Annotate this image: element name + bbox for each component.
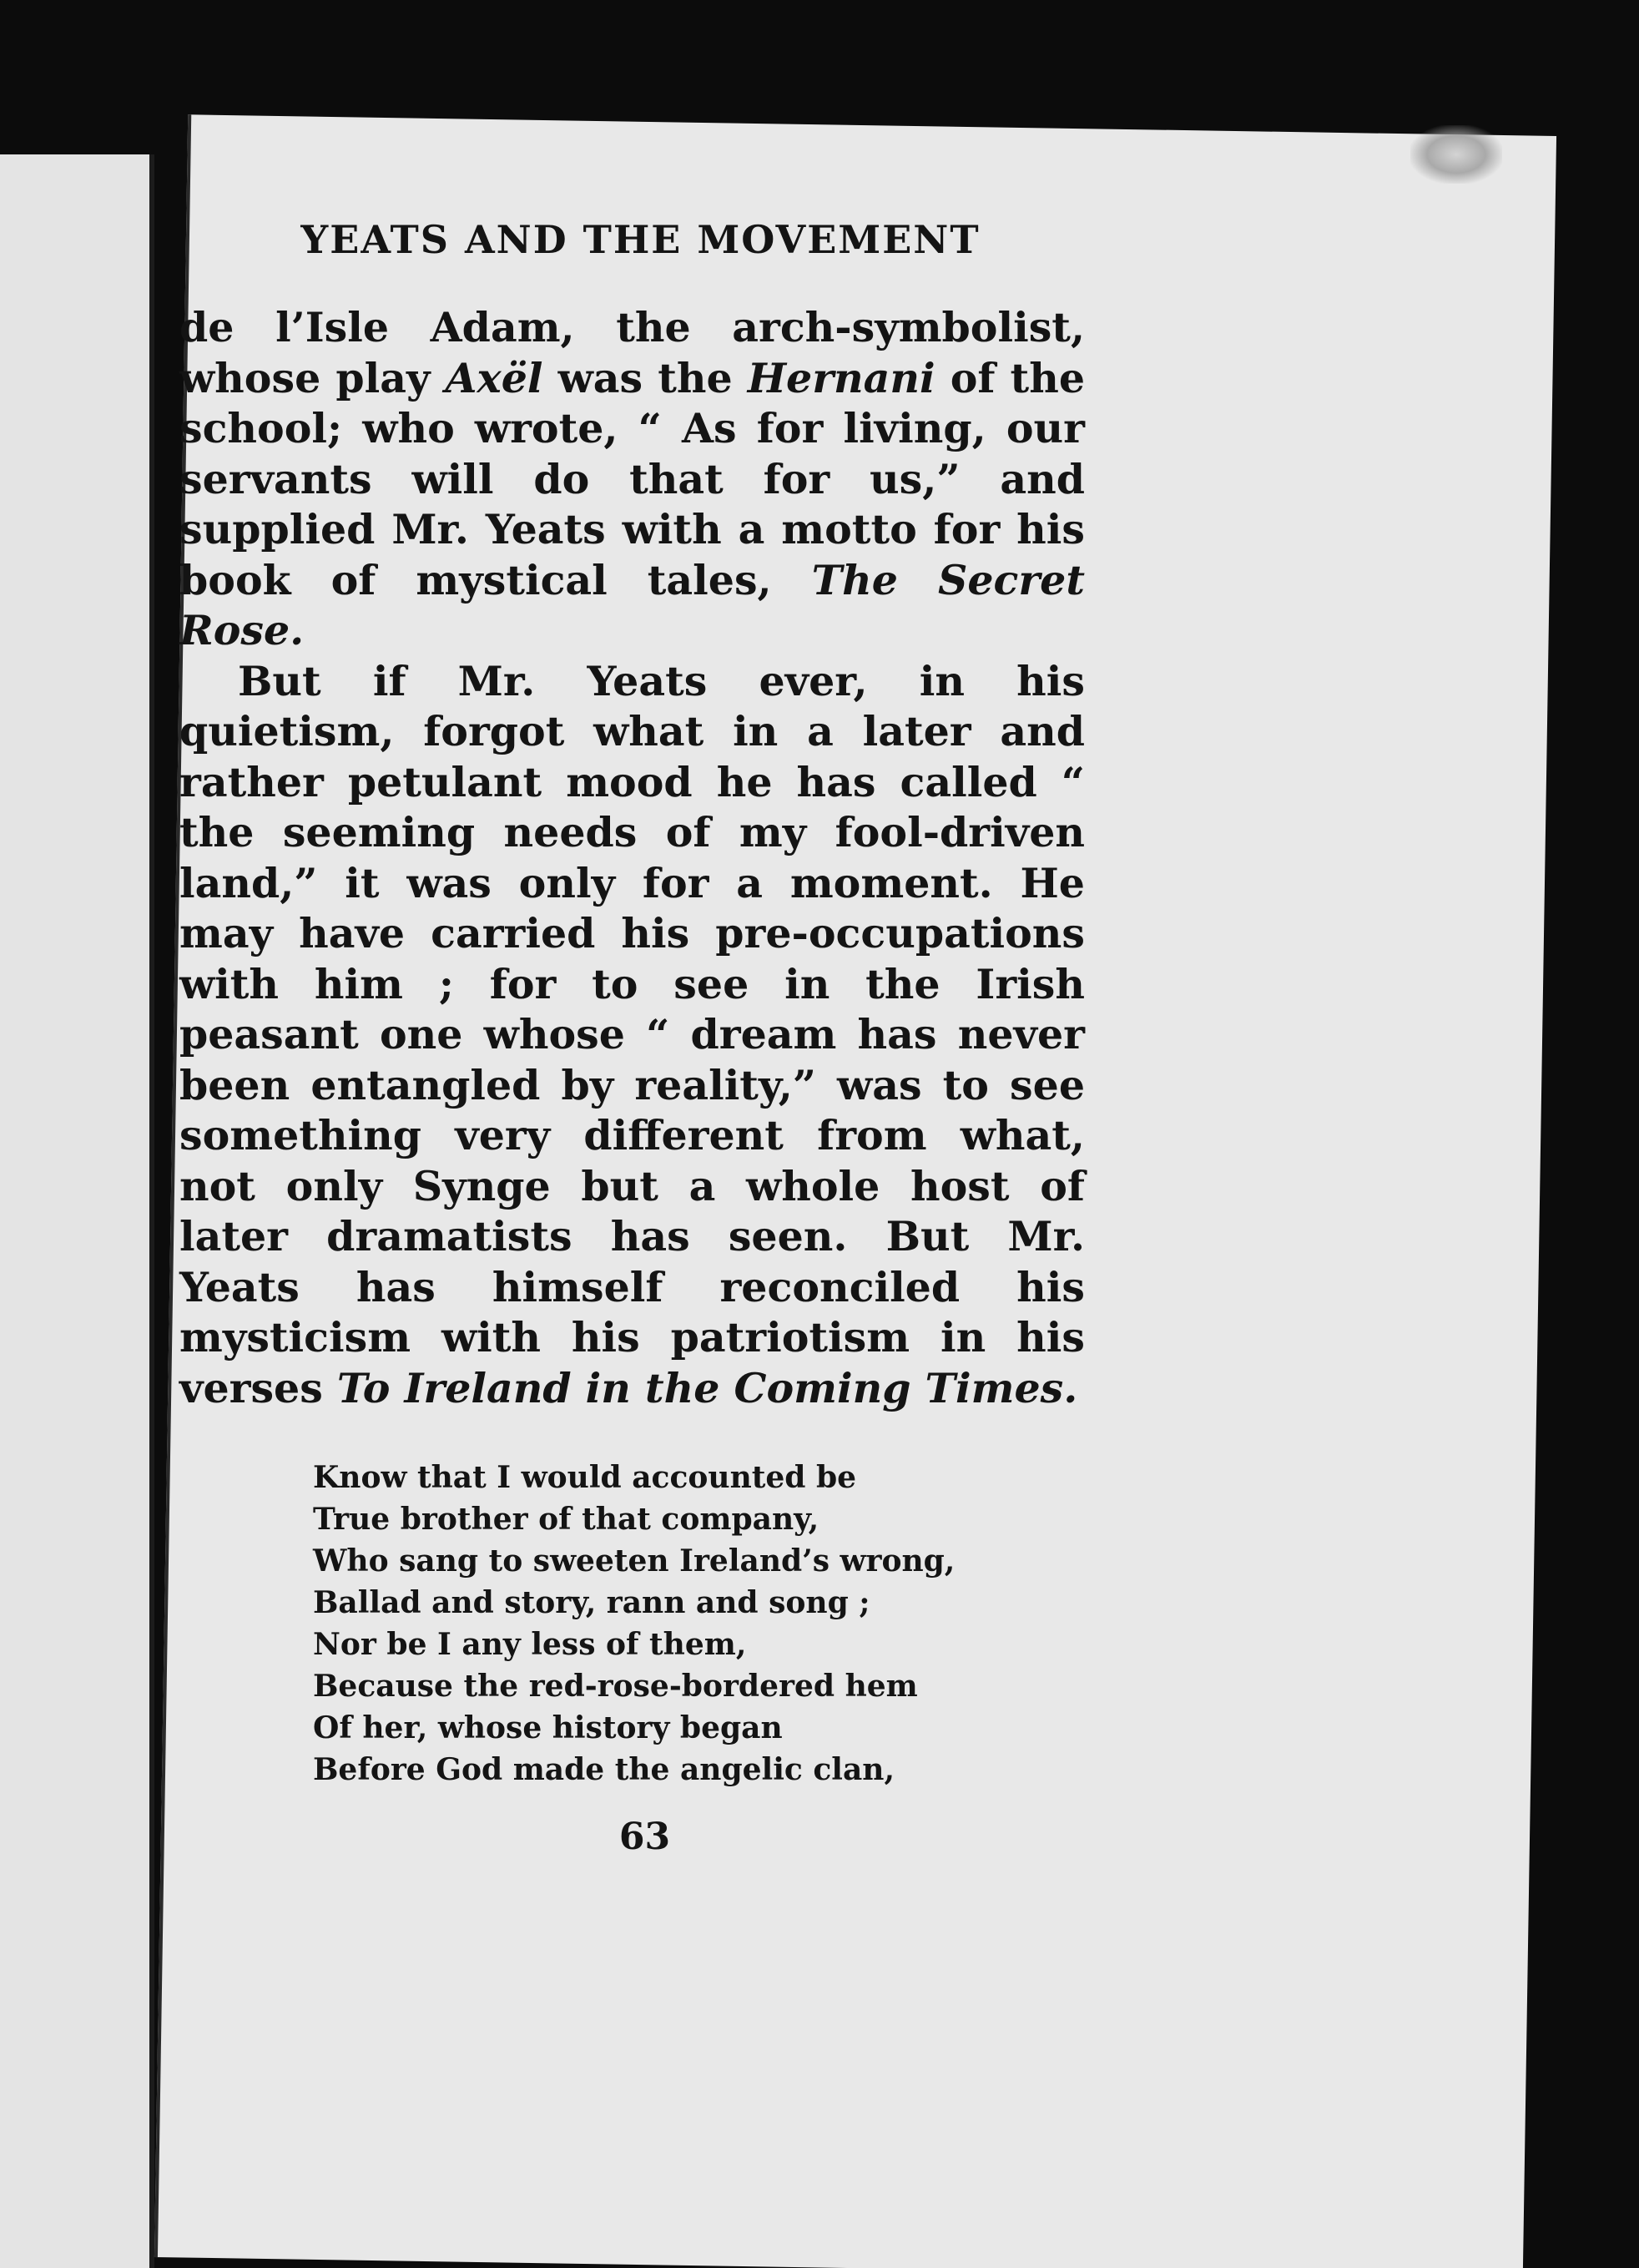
verse-line: Know that I would accounted be bbox=[313, 1460, 857, 1495]
paragraph-2 bbox=[179, 656, 1085, 1414]
title-to-ireland: To Ireland in the Coming Times. bbox=[336, 1363, 1078, 1412]
paragraph-1-text-2: was the bbox=[542, 353, 748, 402]
verse-line: True brother of that company, bbox=[313, 1502, 820, 1537]
paragraph-2-text-1: But if Mr. Yeats ever, in his quietism, forgot what in a later and rather petulant mood he has called “ the seeming needs of my fool-driven land,” it was only for a moment. He may have carried his pre-occupations with him ; for to see in the Irish peasant one whose “ dream has never been entangled by reality,” was to see something very different from what, not only Synge but a whole host of later dramatists has seen. But Mr. Yeats has himself reconciled his mysticism with his patriotism in his verses bbox=[179, 656, 1085, 1412]
page-text bbox=[179, 217, 1085, 1858]
paragraph-1-text-3: of the school; who wrote, “ As for living, our servants will do that for us,” and supplied Mr. Yeats with a motto for his book of mystical tales, bbox=[179, 353, 1085, 604]
title-secret-rose: The Secret Rose. bbox=[179, 555, 1085, 654]
verse-line: Who sang to sweeten Ireland’s wrong, bbox=[313, 1543, 956, 1579]
running-head: YEATS AND THE MOVEMENT bbox=[300, 217, 981, 262]
page-corner-wear bbox=[1410, 125, 1502, 184]
verse-quotation bbox=[313, 1457, 1085, 1791]
verse-line: Nor be I any less of them, bbox=[313, 1627, 747, 1662]
page-number: 63 bbox=[618, 1816, 671, 1858]
verse-line: Ballad and story, rann and song ; bbox=[313, 1585, 870, 1620]
paragraph-1-text-1: de l’Isle Adam, the arch-symbolist, whose play bbox=[179, 303, 1085, 402]
title-hernani: Hernani bbox=[747, 353, 935, 402]
left-page-edge bbox=[0, 154, 154, 2268]
verse-line: Before God made the angelic clan, bbox=[313, 1752, 895, 1787]
prose-body bbox=[179, 302, 1085, 1413]
verse-line: Of her, whose history began bbox=[313, 1710, 783, 1745]
title-axel: Axël bbox=[445, 353, 543, 402]
verse-line: Because the red-rose-bordered hem bbox=[313, 1669, 918, 1704]
paragraph-1 bbox=[179, 302, 1085, 656]
